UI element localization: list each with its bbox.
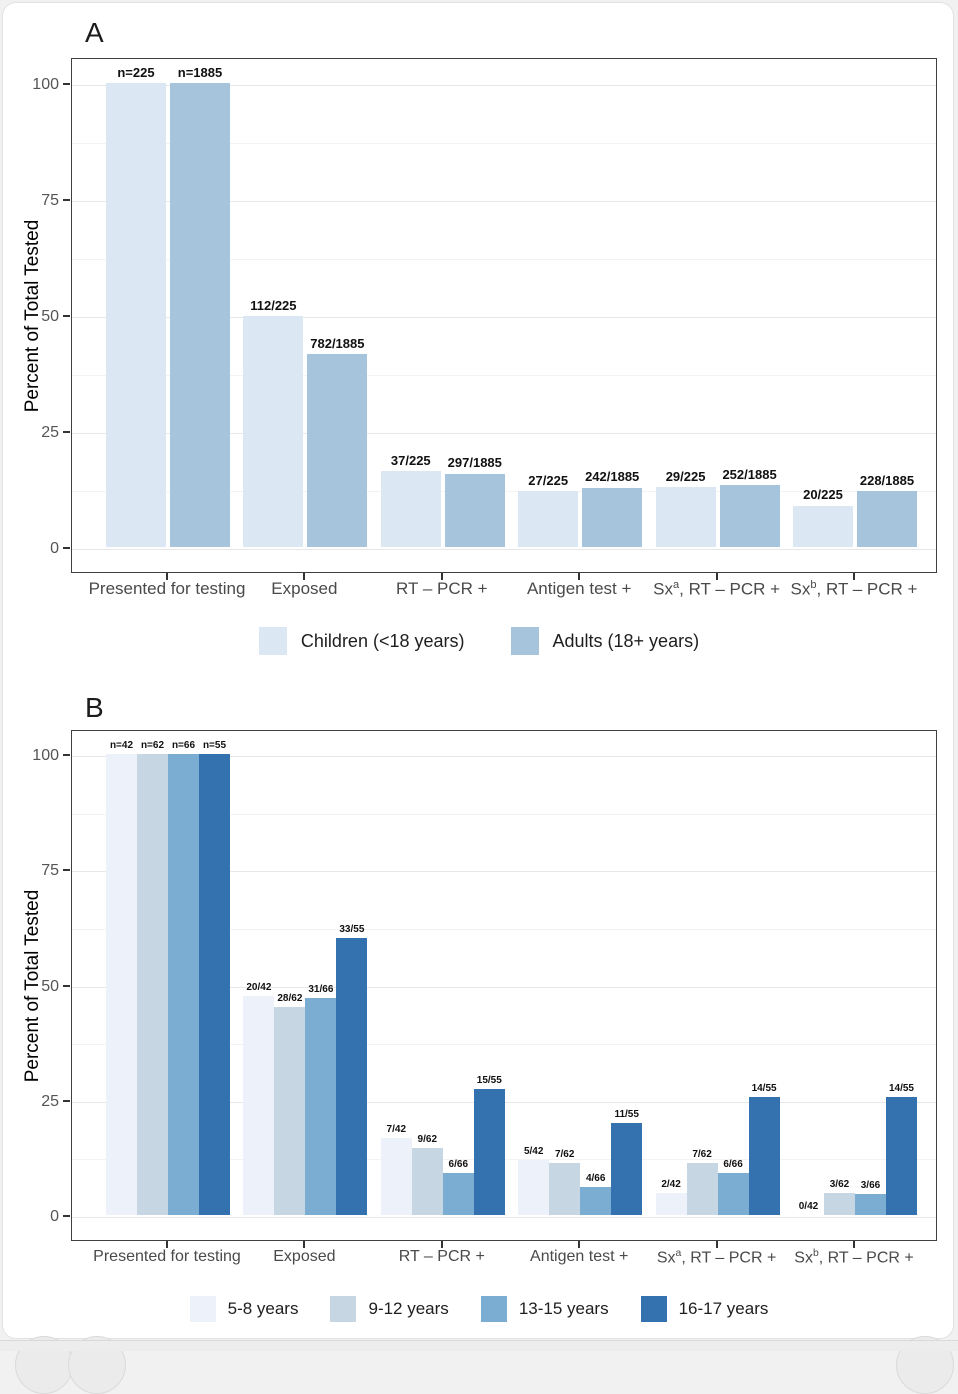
figure-panel-a — [3, 3, 955, 678]
bar-slot — [518, 1146, 549, 1215]
bar-value-label: n=55 — [202, 740, 227, 751]
bar-slot — [106, 66, 166, 547]
y-tick-label: 0 — [50, 540, 59, 557]
y-tick-mark — [63, 431, 70, 433]
bar — [137, 754, 168, 1215]
x-tick-mark — [441, 1241, 443, 1248]
bar-slot — [305, 984, 336, 1215]
bar-slot — [381, 1124, 412, 1215]
x-tick-mark — [303, 1241, 305, 1248]
bar — [855, 1194, 886, 1215]
bar — [336, 938, 367, 1215]
x-tick-mark — [166, 1241, 168, 1248]
bar — [824, 1193, 855, 1215]
bar-value-label: 14/55 — [751, 1083, 777, 1095]
bar-value-label: 252/1885 — [722, 466, 777, 482]
bar-slot — [656, 470, 716, 547]
legend-label: 13-15 years — [518, 1299, 609, 1318]
y-tick-label: 50 — [41, 977, 59, 995]
x-tick-mark — [853, 1241, 855, 1248]
bar-value-label: 5/42 — [523, 1146, 544, 1158]
bar-slot — [793, 1201, 824, 1215]
bar-slot — [243, 982, 274, 1215]
y-tick-mark — [63, 869, 70, 871]
x-tick-label-6: Sx$^b$, RT – PCR + — [790, 579, 918, 599]
y-tick-label: 25 — [41, 424, 59, 441]
bar — [381, 1138, 412, 1215]
bar — [886, 1097, 917, 1215]
bar — [518, 1160, 549, 1215]
x-tick-label-4: Antigen test + — [526, 579, 632, 598]
bar-group — [649, 1083, 786, 1215]
bar — [168, 754, 199, 1215]
legend-label: Children (<18 years) — [300, 630, 465, 651]
bar — [106, 83, 166, 547]
bar — [274, 1007, 305, 1215]
legend-item — [511, 627, 700, 655]
x-tick-mark — [578, 1241, 580, 1248]
bar-value-label: 3/62 — [829, 1178, 850, 1190]
bar-value-label: 31/66 — [308, 984, 334, 996]
bar — [106, 754, 137, 1215]
bar — [412, 1148, 443, 1215]
legend-item — [190, 1296, 299, 1322]
gridline-major — [72, 1217, 936, 1218]
bar-value-label: 20/42 — [246, 981, 272, 993]
bar-group — [374, 454, 511, 547]
bar — [243, 316, 303, 547]
bar-slot — [518, 474, 578, 547]
bar-value-label: 242/1885 — [585, 469, 640, 485]
bar-slot — [381, 454, 441, 547]
legend-label: 5-8 years — [227, 1299, 299, 1318]
legend-item — [641, 1296, 769, 1322]
bar — [656, 1193, 687, 1215]
bar-group — [237, 924, 374, 1215]
bar — [474, 1089, 505, 1215]
bar-value-label: 112/225 — [250, 297, 297, 313]
y-tick-label: 75 — [41, 192, 59, 209]
x-tick-label-1: Presented for testing — [93, 1248, 241, 1265]
x-tick-label-2: Exposed — [271, 579, 338, 598]
bar-slot — [243, 299, 303, 547]
bar-value-label: 29/225 — [665, 468, 706, 484]
bar — [243, 996, 274, 1215]
bar — [443, 1173, 474, 1215]
bar-slot — [720, 468, 780, 547]
y-axis-title: Percent of Total Tested — [22, 889, 43, 1082]
bar-slot — [824, 1179, 855, 1215]
y-tick-mark — [63, 985, 70, 987]
bar — [611, 1123, 642, 1215]
panel-letter: A — [85, 17, 104, 48]
bar-value-label: 782/1885 — [310, 336, 365, 352]
bar-value-label: 11/55 — [614, 1108, 639, 1120]
bar-group — [649, 468, 786, 547]
bar — [793, 506, 853, 547]
bar-value-label: n=62 — [140, 740, 165, 751]
y-tick-mark — [63, 1100, 70, 1102]
bar-slot — [582, 470, 642, 547]
x-tick-label-1: Presented for testing — [88, 579, 246, 598]
bar — [718, 1173, 749, 1215]
bar-slot — [137, 740, 168, 1215]
y-tick-mark — [63, 199, 70, 201]
bar-value-label: 3/66 — [860, 1180, 881, 1192]
bar-slot — [749, 1083, 780, 1215]
figure-panel-b — [3, 678, 955, 1340]
y-tick-mark — [63, 547, 70, 549]
legend-item — [330, 1296, 448, 1322]
y-tick-label: 0 — [50, 1208, 59, 1225]
bar-slot — [886, 1083, 917, 1215]
bar-value-label: 7/62 — [692, 1148, 712, 1160]
bar — [749, 1097, 780, 1215]
bar — [170, 83, 230, 547]
bar-value-label: 33/55 — [339, 924, 365, 936]
bar — [687, 1163, 718, 1215]
y-axis-title: Percent of Total Tested — [22, 219, 43, 412]
bar — [857, 491, 917, 547]
y-tick-label: 50 — [41, 308, 59, 325]
y-tick-mark — [63, 754, 70, 756]
bottom-strip — [0, 1340, 958, 1351]
bar-value-label: 7/62 — [554, 1148, 575, 1160]
bar-slot — [687, 1149, 718, 1215]
bar — [549, 1163, 580, 1215]
bar-slot — [474, 1075, 505, 1215]
x-tick-label-6: Sx$^b$, RT – PCR + — [794, 1248, 914, 1267]
bar — [720, 485, 780, 547]
bar-slot — [106, 740, 137, 1215]
bar — [307, 354, 367, 547]
bar-slot — [580, 1173, 611, 1215]
legend-swatch — [641, 1296, 667, 1322]
bar-slot — [611, 1109, 642, 1215]
bar-value-label: 6/66 — [723, 1159, 743, 1171]
bar-value-label: 15/55 — [476, 1075, 502, 1087]
bar-slot — [549, 1149, 580, 1215]
bar-group — [786, 474, 923, 547]
x-tick-label-4: Antigen test + — [530, 1248, 629, 1265]
legend-label: 16-17 years — [678, 1299, 769, 1318]
superscript: b — [812, 1248, 819, 1259]
bar — [381, 471, 441, 547]
y-tick-label: 75 — [41, 862, 59, 880]
bar-value-label: 297/1885 — [447, 455, 502, 471]
legend-swatch — [259, 627, 287, 655]
bar-slot — [445, 456, 505, 547]
bar — [518, 491, 578, 547]
x-tick-label-3: RT – PCR + — [398, 1248, 485, 1265]
x-tick-label-5: Sx$^a$, RT – PCR + — [656, 1248, 777, 1267]
y-tick-mark — [63, 1215, 70, 1217]
bar-group — [99, 740, 236, 1215]
bar-slot — [168, 740, 199, 1215]
legend-label: 9-12 years — [368, 1299, 449, 1318]
legend — [3, 627, 955, 655]
bar-value-label: 28/62 — [277, 992, 303, 1004]
bar — [580, 1187, 611, 1215]
y-tick-label: 100 — [32, 747, 59, 764]
y-tick-mark — [63, 83, 70, 85]
bar-slot — [855, 1180, 886, 1215]
gridline-major — [72, 549, 936, 550]
legend-swatch — [190, 1296, 216, 1322]
bar-value-label: 6/66 — [448, 1159, 469, 1171]
bar — [305, 998, 336, 1215]
bar-value-label: 7/42 — [386, 1124, 407, 1136]
bar — [445, 474, 505, 547]
bar-group — [512, 470, 649, 547]
bar-value-label: n=225 — [117, 64, 155, 80]
bar-value-label: 0/42 — [798, 1201, 819, 1212]
bar-slot — [336, 924, 367, 1215]
x-tick-label-2: Exposed — [273, 1248, 336, 1265]
bar-value-label: 4/66 — [585, 1172, 606, 1184]
superscript: b — [810, 579, 817, 591]
bar-slot — [793, 488, 853, 547]
y-tick-label: 25 — [41, 1092, 59, 1110]
figure-card — [2, 2, 954, 1339]
bar-slot — [718, 1159, 749, 1215]
plot-area — [71, 58, 937, 573]
legend — [3, 1296, 955, 1322]
bar-value-label: 9/62 — [417, 1134, 438, 1146]
bar-value-label: 2/42 — [661, 1178, 681, 1190]
bar-value-label: 228/1885 — [859, 472, 915, 488]
bar-value-label: 27/225 — [528, 473, 569, 489]
bar-slot — [443, 1159, 474, 1215]
legend-label: Adults (18+ years) — [552, 630, 700, 651]
x-tick-mark — [716, 1241, 718, 1248]
bar-slot — [857, 474, 917, 547]
x-tick-label-5: Sx$^a$, RT – PCR + — [653, 579, 781, 599]
bar — [582, 488, 642, 547]
bar-slot — [656, 1179, 687, 1215]
bar-group — [237, 299, 374, 547]
y-tick-mark — [63, 315, 70, 317]
legend-swatch — [481, 1296, 507, 1322]
bar-slot — [412, 1134, 443, 1215]
bar-slot — [170, 66, 230, 547]
bar-group — [786, 1083, 923, 1215]
x-tick-label-3: RT – PCR + — [396, 579, 488, 598]
bar-slot — [274, 993, 305, 1215]
bar-group — [512, 1109, 649, 1215]
y-tick-label: 100 — [32, 76, 59, 93]
bar-slot — [307, 337, 367, 547]
bar-slot — [199, 740, 230, 1215]
bar-value-label: 20/225 — [803, 487, 843, 503]
bar-value-label: n=42 — [109, 740, 134, 751]
bar-value-label: 14/55 — [888, 1083, 914, 1095]
bar-value-label: n=1885 — [177, 64, 223, 80]
bar — [656, 487, 716, 547]
bar-value-label: 37/225 — [390, 452, 431, 468]
legend-swatch — [330, 1296, 356, 1322]
bar-value-label: n=66 — [171, 740, 196, 751]
superscript: a — [675, 1248, 682, 1259]
panel-letter: B — [85, 692, 104, 723]
legend-item — [481, 1296, 609, 1322]
legend-swatch — [511, 627, 539, 655]
bar-group — [99, 66, 236, 547]
plot-area — [71, 730, 937, 1241]
superscript: a — [672, 579, 680, 591]
bar-group — [374, 1075, 511, 1215]
legend-item — [259, 627, 465, 655]
bar — [199, 754, 230, 1215]
